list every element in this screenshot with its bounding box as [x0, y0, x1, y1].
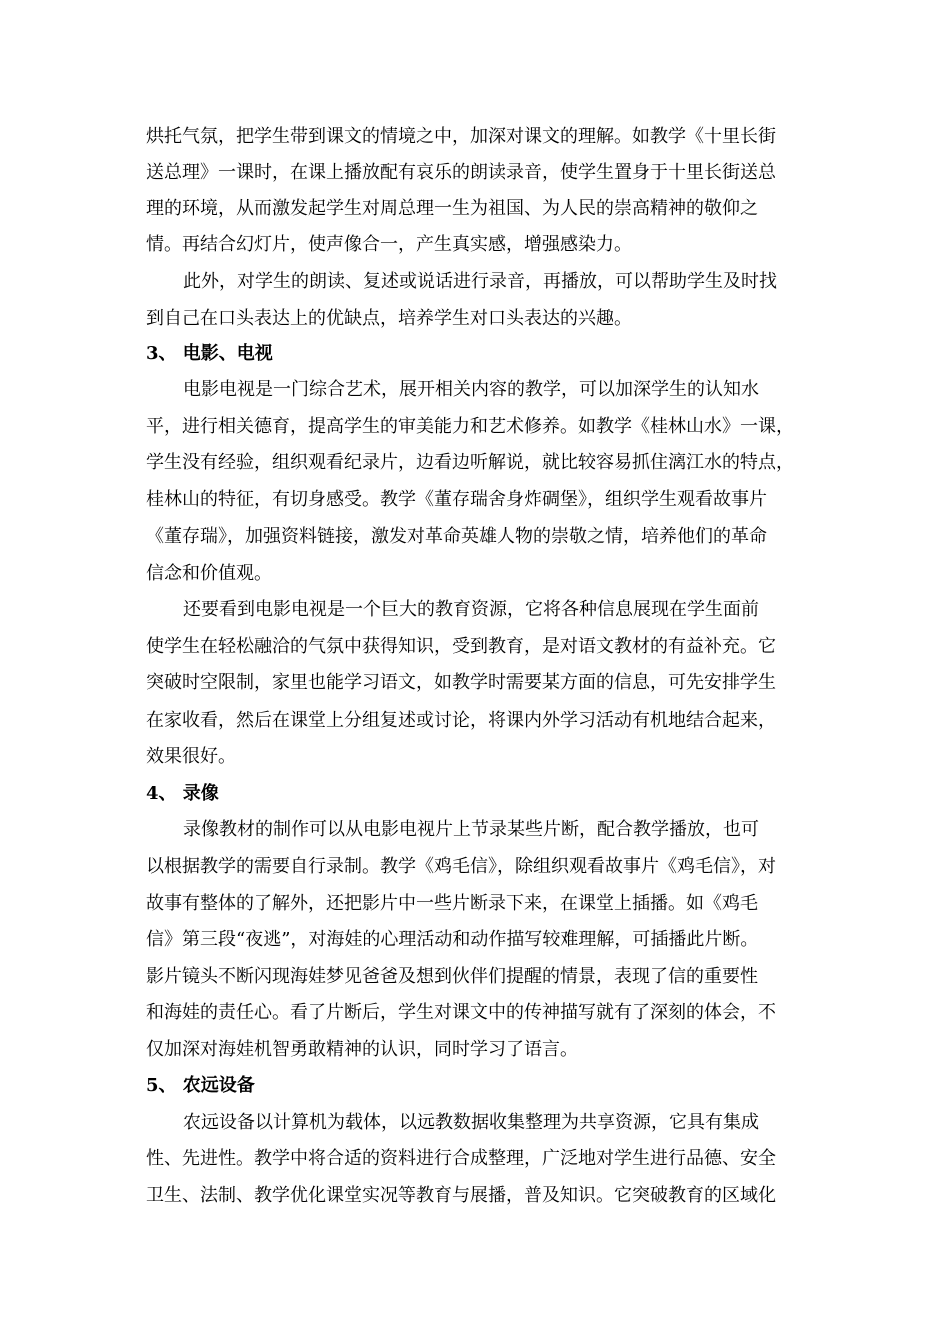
- body-line: 烘托气氛，把学生带到课文的情境之中，加深对课文的理解。如教学《十里长街: [146, 126, 776, 147]
- body-line: 性、先进性。教学中将合适的资料进行合成整理，广泛地对学生进行品德、安全: [146, 1148, 776, 1169]
- body-line: 学生没有经验，组织观看纪录片，边看边听解说，就比较容易抓住漓江水的特点，: [146, 452, 794, 473]
- body-line: 此外，对学生的朗读、复述或说话进行录音，再播放，可以帮助学生及时找: [183, 271, 777, 292]
- body-line: 以根据教学的需要自行录制。教学《鸡毛信》，除组织观看故事片《鸡毛信》，对: [146, 856, 776, 877]
- body-line: 效果很好。: [146, 746, 236, 767]
- body-line: 信念和价值观。: [146, 563, 272, 584]
- body-line: 突破时空限制，家里也能学习语文，如教学时需要某方面的信息，可先安排学生: [146, 672, 776, 693]
- body-line: 情。再结合幻灯片，使声像合一，产生真实感，增强感染力。: [146, 234, 632, 255]
- body-line: 影片镜头不断闪现海娃梦见爸爸及想到伙伴们提醒的情景，表现了信的重要性: [146, 966, 758, 987]
- body-line: 桂林山的特征，有切身感受。教学《董存瑞舍身炸碉堡》，组织学生观看故事片: [146, 489, 767, 510]
- section-heading-5: 5、 农远设备: [146, 1075, 255, 1096]
- body-line: 送总理》一课时，在课上播放配有哀乐的朗读录音，使学生置身于十里长街送总: [146, 162, 776, 183]
- body-line: 信》第三段“夜逃”，对海娃的心理活动和动作描写较难理解，可插播此片断。: [146, 929, 759, 950]
- body-line: 农远设备以计算机为载体，以远教数据收集整理为共享资源，它具有集成: [183, 1112, 759, 1133]
- body-line: 使学生在轻松融洽的气氛中获得知识，受到教育，是对语文教材的有益补充。它: [146, 636, 776, 657]
- section-heading-3: 3、 电影、电视: [146, 343, 273, 364]
- section-heading-4: 4、 录像: [146, 783, 219, 804]
- body-line: 平，进行相关德育，提高学生的审美能力和艺术修养。如教学《桂林山水》一课，: [146, 416, 794, 437]
- body-line: 还要看到电影电视是一个巨大的教育资源，它将各种信息展现在学生面前: [183, 599, 759, 620]
- body-line: 故事有整体的了解外，还把影片中一些片断录下来，在课堂上插播。如《鸡毛: [146, 893, 758, 914]
- body-line: 录像教材的制作可以从电影电视片上节录某些片断，配合教学播放，也可: [183, 819, 759, 840]
- body-line: 理的环境，从而激发起学生对周总理一生为祖国、为人民的崇高精神的敬仰之: [146, 198, 758, 219]
- body-line: 和海娃的责任心。看了片断后，学生对课文中的传神描写就有了深刻的体会，不: [146, 1002, 776, 1023]
- body-line: 在家收看，然后在课堂上分组复述或讨论，将课内外学习活动有机地结合起来，: [146, 710, 776, 731]
- body-line: 卫生、法制、教学优化课堂实况等教育与展播，普及知识。它突破教育的区域化: [146, 1185, 776, 1206]
- body-line: 电影电视是一门综合艺术，展开相关内容的教学，可以加深学生的认知水: [183, 379, 759, 400]
- body-line: 《董存瑞》，加强资料链接，激发对革命英雄人物的崇敬之情，培养他们的革命: [146, 526, 767, 547]
- body-line: 到自己在口头表达上的优缺点，培养学生对口头表达的兴趣。: [146, 308, 632, 329]
- body-line: 仅加深对海娃机智勇敢精神的认识，同时学习了语言。: [146, 1039, 578, 1060]
